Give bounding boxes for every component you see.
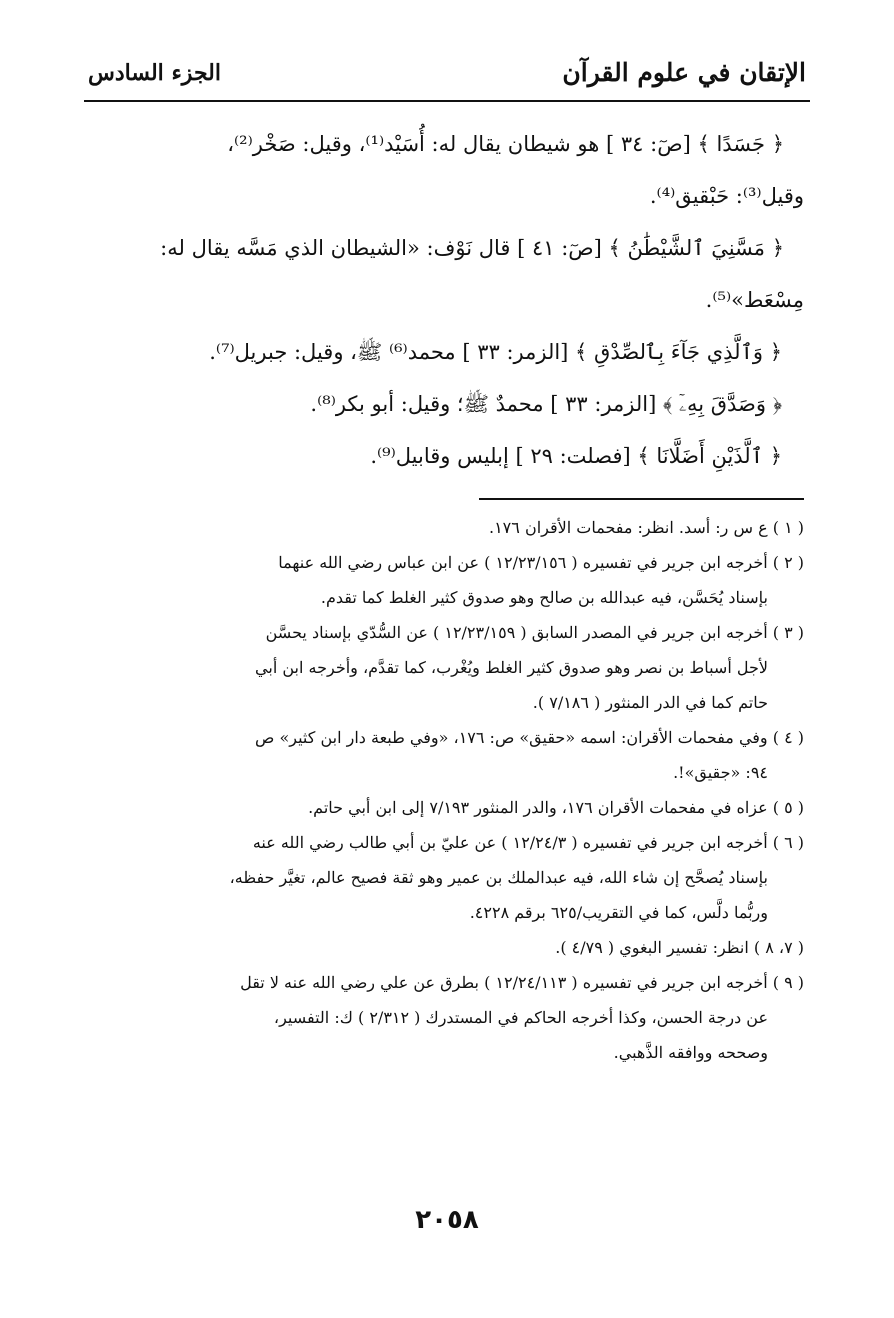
footnote-number: ( ٢ ) <box>772 553 804 572</box>
footnote-number: ( ٩ ) <box>772 973 804 992</box>
footnote-text: أخرجه ابن جرير في تفسيره ( ١٢/٢٤/١١٣ ) بطرق عن علي رضي الله عنه لا تقل <box>240 973 768 992</box>
footnote-text: عزاه في مفحمات الأقران ١٧٦، والدر المنثور ٧/١٩٣ إلى ابن أبي حاتم. <box>308 798 768 817</box>
entry-jasadan-line-2: وقيل⁽³⁾: حَبْقيق⁽⁴⁾. <box>649 184 804 208</box>
footnote-text: ع س ر: أسد. انظر: مفحمات الأقران ١٧٦. <box>488 518 768 537</box>
footnote-9 <box>90 965 804 1000</box>
footnote-7-8 <box>90 930 804 965</box>
footnote-text: أخرجه ابن جرير في تفسيره ( ١٢/٢٤/٣ ) عن عليّ بن أبي طالب رضي الله عنه <box>252 833 768 852</box>
footnote-text: أخرجه ابن جرير في المصدر السابق ( ١٢/٢٣/١٥٩ ) عن السُّدّي بإسناد يحسَّن <box>265 623 768 642</box>
footnote-number: ( ٤ ) <box>772 728 804 747</box>
footnote-5 <box>90 790 804 825</box>
footnote-number: ( ٥ ) <box>772 798 804 817</box>
entry-jasadan-line-1: ﴿ جَسَدًا ﴾ [صٓ: ٣٤ ] هو شيطان يقال له: أُسَيْد⁽¹⁾، وقيل: صَخْر⁽²⁾، <box>227 132 784 156</box>
footnote-1 <box>90 510 804 545</box>
entry-wa-saddaqa: ﴿ وَصَدَّقَ بِهِۦٓ ﴾ [الزمر: ٣٣ ] محمدٌ ﷺ؛ وقيل: أبو بكر⁽⁸⁾. <box>310 392 782 416</box>
book-title: الإتقان في علوم القرآن <box>562 58 806 87</box>
volume-label: الجزء السادس <box>88 60 221 86</box>
header-divider <box>84 100 810 102</box>
footnote-text: انظر: تفسير البغوي ( ٤/٧٩ ). <box>555 938 749 957</box>
entry-alladhi-jaa: ﴿ وَٱلَّذِي جَآءَ بِٱلصِّدْقِ ﴾ [الزمر: ٣٣ ] محمد⁽⁶⁾ ﷺ، وقيل: جبريل⁽⁷⁾. <box>209 340 782 364</box>
entry-alladhayni: ﴿ ٱلَّذَيْنِ أَضَلَّانَا ﴾ [فصلت: ٢٩ ] إبليس وقابيل⁽⁹⁾. <box>370 444 782 468</box>
footnotes <box>90 510 804 1070</box>
footnote-9-continuation: وصححه ووافقه الذَّهبي. <box>613 1043 768 1062</box>
entry-massaniya-line-2: مِسْعَط»⁽⁵⁾. <box>705 288 804 312</box>
page-number: ٢٠٥٨ <box>415 1205 479 1235</box>
footnote-6-continuation: وربُّما دلَّس، كما في التقريب/٦٢٥ برقم ٤٢٢٨. <box>469 903 768 922</box>
entry-massaniya-line-1: ﴿ مَسَّنِيَ ٱلشَّيْطَٰنُ ﴾ [صٓ: ٤١ ] قال نَوْف: «الشيطان الذي مَسَّه يقال له: <box>160 236 784 260</box>
footnote-number: ( ٣ ) <box>772 623 804 642</box>
footnote-number: ( ١ ) <box>772 518 804 537</box>
footnote-text: وفي مفحمات الأقران: اسمه «حقيق» ص: ١٧٦، «وفي طبعة دار ابن كثير» ص <box>255 728 768 747</box>
footnote-number: ( ٧، ٨ ) <box>753 938 804 957</box>
footnote-3-continuation: حاتم كما في الدر المنثور ( ٧/١٨٦ ). <box>532 693 768 712</box>
footnote-6-continuation: بإسناد يُصحَّح إن شاء الله، فيه عبدالملك بن عمير وهو ثقة فصيح عالم، تغيَّر حفظه، <box>229 868 768 887</box>
footnote-9-continuation: عن درجة الحسن، وكذا أخرجه الحاكم في المستدرك ( ٢/٣١٢ ) ك: التفسير، <box>273 1008 768 1027</box>
running-head <box>88 52 806 96</box>
footnote-3-continuation: لأجل أسباط بن نصر وهو صدوق كثير الغلط ويُغْرب، كما تقدَّم، وأخرجه ابن أبي <box>255 658 768 677</box>
footnote-2 <box>90 545 804 580</box>
footnote-divider <box>479 498 804 500</box>
footnote-2-continuation: بإسناد يُحَسَّن، فيه عبدالله بن صالح وهو صدوق كثير الغلط كما تقدم. <box>320 588 768 607</box>
footnote-text: أخرجه ابن جرير في تفسيره ( ١٢/٢٣/١٥٦ ) عن ابن عباس رضي الله عنهما <box>278 553 768 572</box>
footnote-4-continuation: ٩٤: «جقيق»!. <box>673 763 768 782</box>
footnote-6 <box>90 825 804 860</box>
main-text <box>90 118 804 482</box>
footnote-3 <box>90 615 804 650</box>
footnote-number: ( ٦ ) <box>772 833 804 852</box>
footnote-4 <box>90 720 804 755</box>
